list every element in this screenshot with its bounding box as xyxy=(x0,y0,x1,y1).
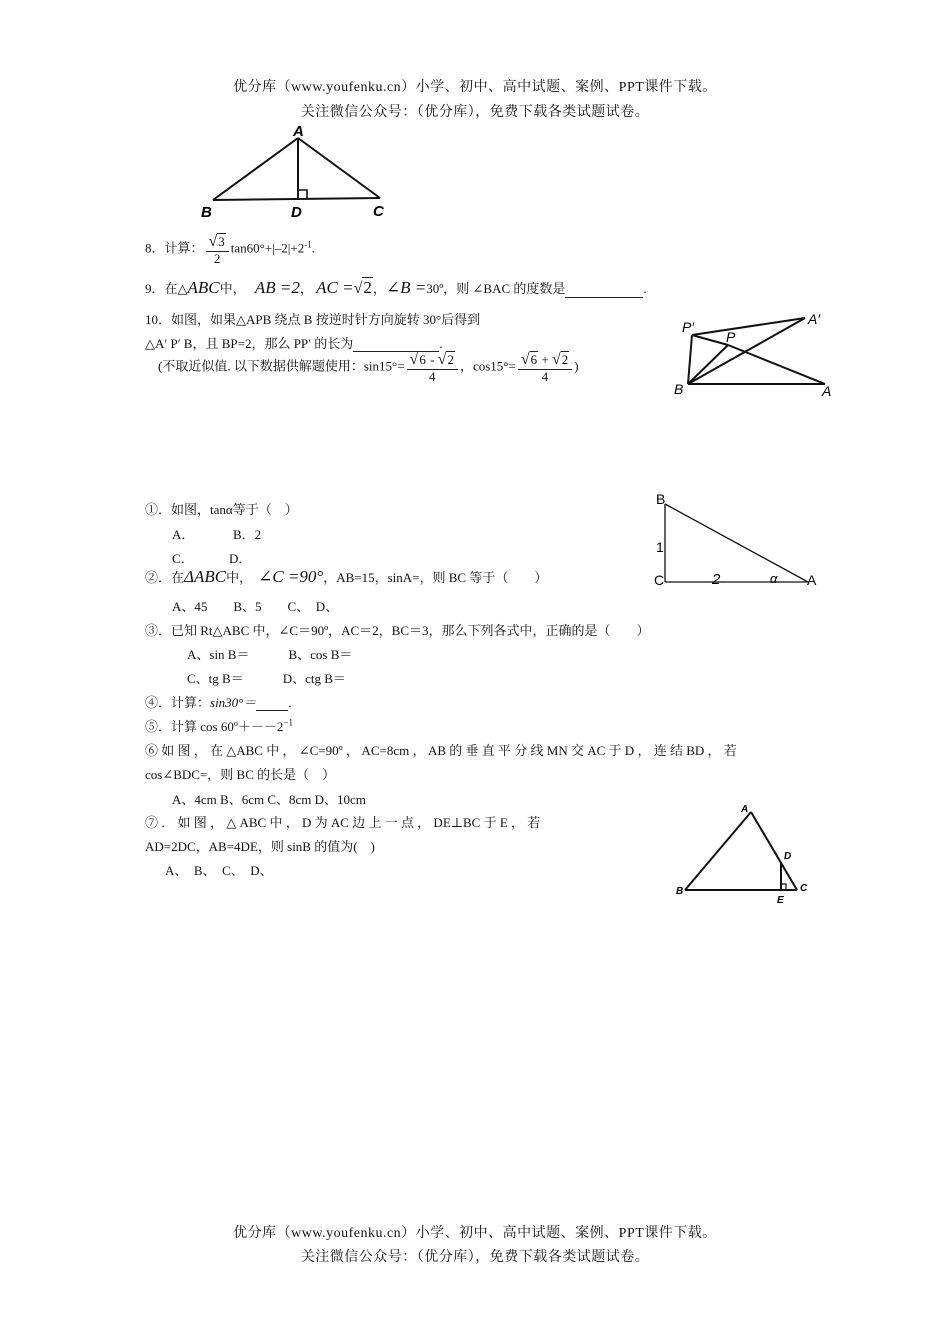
side-ab xyxy=(685,812,751,890)
q9-sep1: ， xyxy=(299,281,313,296)
q10-sin-den: 4 xyxy=(428,368,436,384)
p1-stem: ①．如图，tanα等于（ ） xyxy=(145,502,298,517)
q8-fraction: $\frac{√3}{2}$ xyxy=(206,234,229,265)
p3-options-cd[interactable]: C、tg B＝ D、ctg B＝ xyxy=(187,671,346,686)
q8-prefix: 8．计算： xyxy=(145,240,204,256)
p4-expression: sin30°＝ xyxy=(210,695,257,710)
p2-triangle: ΔABC xyxy=(184,567,227,586)
q8-end: . xyxy=(311,240,315,256)
footer-line-2: 关注微信公众号：（优分库），免费下载各类试题试卷。 xyxy=(300,1250,650,1265)
label-1: 1 xyxy=(656,539,664,555)
p5-stem xyxy=(145,716,293,735)
p2-zhong: 中， xyxy=(226,570,253,585)
q10-cos-den: 4 xyxy=(541,368,549,384)
p2-options[interactable]: A、45 B、5 C、 D、 xyxy=(172,599,339,614)
q10-line-1: 10．如图，如果△APB 绕点 B 按逆时针方向旋转 30°后得到 xyxy=(145,312,481,327)
q9-ac-radicand: 2 xyxy=(363,278,372,297)
figure-rotation xyxy=(670,308,845,403)
side-ac xyxy=(298,138,380,198)
p2-prefix: ②．在 xyxy=(145,570,185,585)
q8-expression: tan60°+|–2|+2 xyxy=(230,240,305,256)
figure-triangle-de xyxy=(670,800,820,908)
label-a: A xyxy=(822,383,832,399)
q9-prefix: 9．在△ xyxy=(145,281,188,296)
header-line-2: 关注微信公众号：（优分库），免费下载各类试题试卷。 xyxy=(300,105,650,120)
p6-line-2: cos∠BDC=，则 BC 的长是（ ） xyxy=(145,767,336,782)
side-bc xyxy=(213,198,380,200)
q8-denominator: 2 xyxy=(213,250,221,266)
label-b: B xyxy=(674,381,684,397)
question-8 xyxy=(145,234,315,265)
q10-sin-radicand-b: 2 xyxy=(447,352,454,367)
q10-note-mid: ，cos15°= xyxy=(459,358,516,374)
p5-text: ⑤．计算 cos 60º＋－－2 xyxy=(145,719,284,734)
side-ab xyxy=(213,138,298,200)
q9-rest: 30º，则 ∠BAC 的度数是 xyxy=(426,281,566,296)
label-p: P xyxy=(726,329,736,345)
p6-line-1: ⑥ 如 图 ， 在 △ABC 中 ， ∠C=90º ， AC=8cm ， AB 的 垂 直 平 分 线 MN 交 AC 于 D ， 连 结 BD ， 若 xyxy=(145,743,737,758)
p3-options-ab[interactable]: A、sin B＝ B、cos B＝ xyxy=(187,647,353,662)
q10-cos-op: + xyxy=(538,352,552,367)
p1-option-a[interactable]: A． xyxy=(172,527,195,542)
question-9 xyxy=(145,278,647,298)
label-b: B xyxy=(201,204,212,221)
figure-triangle-altitude xyxy=(195,120,405,225)
footer-line-1: 优分库（www.youfenku.cn）小学、初中、高中试题、案例、PPT课件下载。 xyxy=(233,1226,717,1241)
label-b: B xyxy=(676,886,684,897)
p6-options[interactable]: A、4cm B、6cm C、8cm D、10cm xyxy=(172,792,366,807)
label-c: C xyxy=(800,883,808,894)
q10-note-end: ) xyxy=(574,358,579,374)
q9-angle-b: ∠B = xyxy=(385,278,427,297)
figure-right-triangle xyxy=(650,488,825,590)
label-d: D xyxy=(784,851,792,862)
q10-line-2 xyxy=(145,333,443,352)
p4-answer-blank[interactable] xyxy=(256,710,288,711)
q9-answer-blank[interactable] xyxy=(565,297,643,298)
label-a: A xyxy=(293,123,304,140)
q10-cos-radicand-a: 6 xyxy=(530,352,538,367)
label-alpha: α xyxy=(770,571,778,586)
q9-sep2: ， xyxy=(372,281,386,296)
right-angle-mark xyxy=(298,190,307,199)
q9-ab: AB =2 xyxy=(254,278,300,297)
p5-exponent: −1 xyxy=(283,717,293,728)
header-line-1: 优分库（www.youfenku.cn）小学、初中、高中试题、案例、PPT课件下载。 xyxy=(233,80,717,95)
segment-pa xyxy=(728,345,825,384)
label-b: B xyxy=(656,491,666,507)
label-d: D xyxy=(291,204,302,221)
label-e: E xyxy=(777,895,784,906)
segment-pp-prime xyxy=(692,335,728,345)
p2-rest: ，AB=15，sinA=，则 BC 等于（ ） xyxy=(323,570,548,585)
label-p-prime: P′ xyxy=(682,319,694,335)
p7-line-1: ⑦ ． 如 图 ， △ ABC 中 ， D 为 AC 边 上 一 点 ， DE⊥BC 于 E ， 若 xyxy=(145,815,541,830)
q10-note-prefix: (不取近似值. 以下数据供解题使用：sin15°= xyxy=(158,358,405,374)
label-a: A xyxy=(741,804,749,815)
q10-cos-radicand-b: 2 xyxy=(561,352,569,367)
q10-sin-radicand-a: 6 xyxy=(419,352,426,367)
q10-line-2-text: △A′ P′ B，且 BP=2，那么 PP′ 的长为 xyxy=(145,336,354,351)
p4-prefix: ④．计算： xyxy=(145,695,211,710)
p4-stem xyxy=(145,692,292,711)
q10-sin-op: - xyxy=(426,352,438,367)
p2-angle-c: ∠C =90° xyxy=(258,567,324,586)
q9-ac-sqrt: √2 xyxy=(353,278,372,297)
q9-zhong: 中， xyxy=(219,281,246,296)
q9-triangle: ABC xyxy=(187,278,220,297)
q10-note xyxy=(158,352,579,383)
label-c: C xyxy=(654,572,665,588)
label-a: A xyxy=(807,572,817,588)
p2-stem xyxy=(145,567,547,587)
q10-cos-fraction: $\frac{√6 + √2}{4}$ xyxy=(518,352,572,383)
label-2: 2 xyxy=(712,571,721,588)
side-ab xyxy=(665,504,808,582)
label-c: C xyxy=(373,203,384,220)
p7-options[interactable]: A、 B、 C、 D、 xyxy=(165,863,273,878)
segment-ba-prime xyxy=(688,318,805,384)
q8-exponent: -1 xyxy=(304,239,312,250)
q8-radicand: 3 xyxy=(218,234,225,249)
segment-bp-prime xyxy=(688,335,692,384)
p7-line-2: AD=2DC，AB=4DE，则 sinB 的值为( ) xyxy=(145,839,375,854)
q10-end: . xyxy=(439,336,443,351)
p1-option-d[interactable]: D． xyxy=(229,551,252,566)
p1-option-b[interactable]: B．2 xyxy=(233,527,262,542)
p1-option-c[interactable]: C． xyxy=(172,551,194,566)
p3-stem: ③．已知 Rt△ABC 中，∠C＝90º，AC＝2，BC＝3，那么下列各式中，正确的是（ ） xyxy=(145,623,650,638)
p4-end: . xyxy=(288,695,292,710)
label-a-prime: A′ xyxy=(808,311,820,327)
q10-sin-fraction: $\frac{√6 - √2}{4}$ xyxy=(407,352,458,383)
q9-ac: AC = xyxy=(316,278,354,297)
q9-end: . xyxy=(643,281,647,296)
